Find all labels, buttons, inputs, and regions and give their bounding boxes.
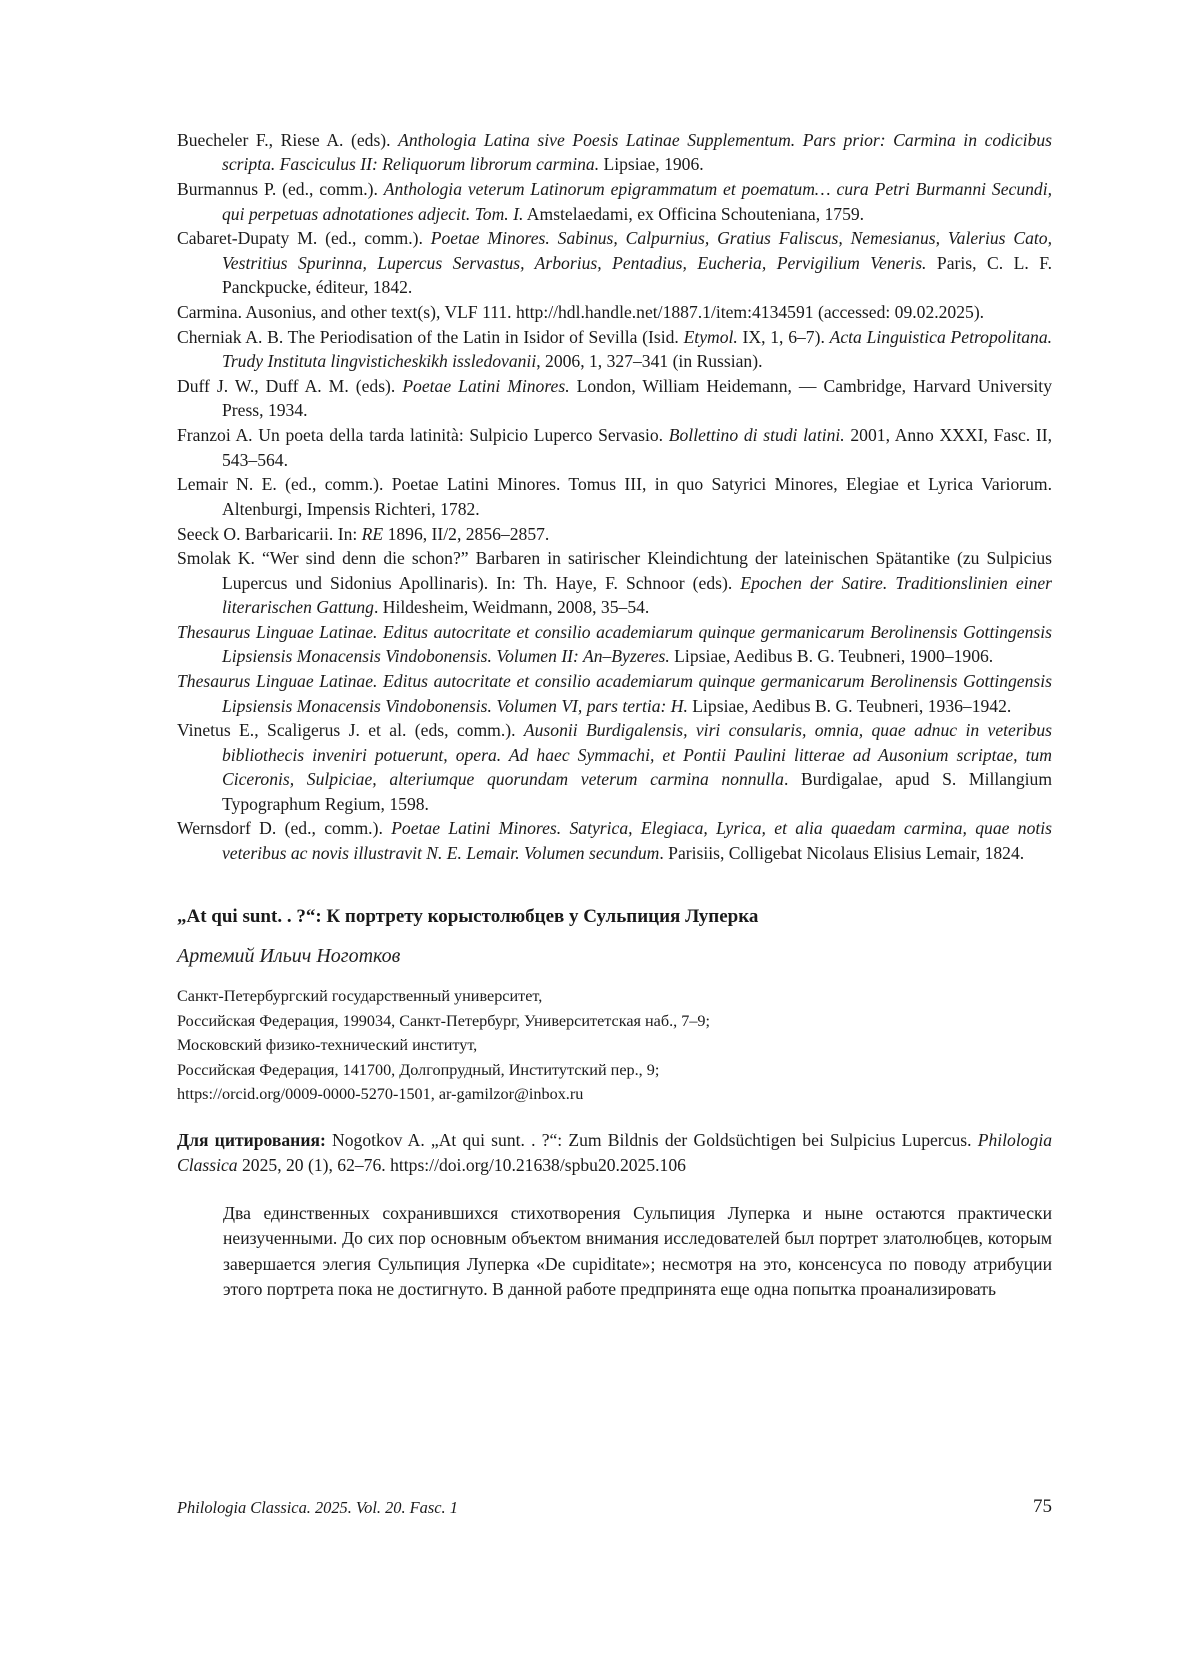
reference-italic-text: Anthologia Latina sive Poesis Latinae Supplementum. Pars prior: Carmina in codicibus scripta. Fasciculus II: Reliquorum librorum carmina. bbox=[222, 130, 1052, 175]
reference-entry bbox=[177, 300, 1052, 324]
footer-journal: Philologia Classica. 2025. Vol. 20. Fasc. 1 bbox=[177, 1498, 458, 1517]
reference-italic-text: Etymol. bbox=[683, 326, 738, 347]
reference-text: Carmina. Ausonius, and other text(s), VLF 111. http://hdl.handle.net/1887.1/item:4134591 (accessed: 09.02.2025). bbox=[177, 302, 985, 323]
reference-text: Duff J. W., Duff A. M. (eds). bbox=[177, 376, 403, 397]
page-body bbox=[177, 128, 1052, 1303]
reference-entry bbox=[177, 620, 1052, 669]
reference-italic-text: Epochen der Satire. Traditionslinien einer literarischen Gattung bbox=[222, 572, 1052, 618]
reference-text: Wernsdorf D. (ed., comm.). bbox=[177, 818, 392, 839]
affiliation-line: Российская Федерация, 141700, Долгопрудный, Институтский пер., 9; bbox=[177, 1060, 660, 1079]
citation-block bbox=[177, 1128, 1052, 1178]
page-number: 75 bbox=[1033, 1496, 1052, 1517]
affiliation-line: Московский физико-технический институт, bbox=[177, 1036, 478, 1055]
reference-italic-text: Thesaurus Linguae Latinae. Editus autocritate et consilio academiarum quinque germanicarum Berolinensis Gottingensis Lipsiensis Monacensis Vindobonensis. Volumen VI, pars tertia: H. bbox=[177, 671, 1052, 716]
reference-text: Cabaret-Dupaty M. (ed., comm.). bbox=[177, 228, 431, 249]
reference-entry bbox=[177, 325, 1052, 374]
citation-journal: Philologia Classica bbox=[177, 1129, 1053, 1175]
affiliation-block bbox=[177, 984, 1052, 1107]
reference-text: Vinetus E., Scaligerus J. et al. (eds, comm.). bbox=[177, 720, 524, 741]
reference-entry bbox=[177, 718, 1052, 816]
reference-text: Lipsiae, Aedibus B. G. Teubneri, 1936–1942. bbox=[687, 695, 1012, 716]
reference-entry bbox=[177, 669, 1052, 718]
reference-text: Cherniak A. B. The Periodisation of the Latin in Isidor of Sevilla (Isid. bbox=[177, 326, 684, 347]
reference-entry bbox=[177, 423, 1052, 472]
reference-list bbox=[177, 128, 1052, 865]
reference-text: Amstelaedami, ex Officina Schouteniana, 1759. bbox=[523, 203, 865, 224]
reference-text: Lemair N. E. (ed., comm.). Poetae Latini Minores. Tomus III, in quo Satyrici Minores, Elegiae et Lyrica Variorum. Altenburgi, Impensis Richteri, 1782. bbox=[177, 474, 1052, 519]
citation-details: 2025, 20 (1), 62–76. https://doi.org/10.21638/spbu20.2025.106 bbox=[237, 1154, 686, 1175]
reference-text: Buecheler F., Riese A. (eds). bbox=[177, 130, 399, 150]
abstract-paragraph: Два единственных сохранившихся стихотворения Сульпиция Луперка и ныне остаются практически неизученными. До сих пор основным объектом внимания исследователей был портрет златолюбцев, которым завершается элегия Сульпиция Луперка «De cupiditate»; несмотря на это, консенсуса по поводу атрибуции этого портрета пока не достигнуто. В данной работе предпринята еще одна попытка проанализировать bbox=[223, 1202, 1052, 1300]
reference-text: , 2006, 1, 327–341 (in Russian). bbox=[536, 351, 763, 372]
orcid-email-line: https://orcid.org/0009-0000-5270-1501, ar-gamilzor@inbox.ru bbox=[177, 1085, 584, 1104]
reference-text: Burmannus P. (ed., comm.). bbox=[177, 179, 384, 200]
reference-italic-text: RE bbox=[361, 523, 384, 544]
citation-text: Nogotkov A. „At qui sunt. . ?“: Zum Bildnis der Goldsüchtigen bei Sulpicius Lupercus. bbox=[325, 1129, 978, 1150]
reference-italic-text: Ausonii Burdigalensis, viri consularis, omnia, quae adnuc in veteribus bibliothecis inveniri potuerunt, opera. Ad haec Symmachi, et Pontii Paulini litterae ad Ausonium scriptae, tum Ciceronis, Sulpiciae, alteriumque quorundam veterum carmina nonnulla bbox=[222, 720, 1052, 790]
article-title: „At qui sunt. . ?“: К портрету корыстолюбцев у Сульпиция Луперка bbox=[177, 906, 759, 928]
affiliation-line: Санкт-Петербургский государственный университет, bbox=[177, 987, 543, 1006]
affiliation-line: Российская Федерация, 199034, Санкт-Петербург, Университетская наб., 7–9; bbox=[177, 1011, 711, 1030]
reference-entry bbox=[177, 177, 1052, 226]
reference-text: Smolak K. “Wer sind denn die schon?” Barbaren in satirischer Kleindichtung der lateinischen Spätantike (zu Sulpicius Lupercus und Sidonius Apollinaris). In: Th. Haye, F. Schnoor (eds). bbox=[177, 548, 1052, 593]
reference-text: IX, 1, 6–7). bbox=[737, 326, 830, 347]
reference-text: 1896, II/2, 2856–2857. bbox=[383, 523, 550, 544]
reference-text: . Parisiis, Colligebat Nicolaus Elisius Lemair, 1824. bbox=[659, 842, 1025, 863]
reference-text: London, William Heidemann, — Cambridge, Harvard University Press, 1934. bbox=[222, 376, 1052, 421]
page-footer bbox=[177, 1496, 1052, 1524]
reference-italic-text: Bollettino di studi latini. bbox=[668, 425, 845, 446]
reference-text: Franzoi A. Un poeta della tarda latinità: Sulpicio Luperco Servasio. bbox=[177, 425, 669, 446]
reference-text: . Burdigalae, apud S. Millangium Typographum Regium, 1598. bbox=[222, 769, 1053, 814]
reference-text: . Hildesheim, Weidmann, 2008, 35–54. bbox=[373, 597, 650, 618]
author-name: Артемий Ильич Ноготков bbox=[177, 945, 401, 968]
reference-italic-text: Acta Linguistica Petropolitana. Trudy Instituta lingvisticheskikh issledovanii bbox=[222, 326, 1053, 372]
reference-text: Paris, C. L. F. Panckpucke, éditeur, 1842. bbox=[222, 252, 1052, 298]
reference-italic-text: Thesaurus Linguae Latinae. Editus autocritate et consilio academiarum quinque germanicarum Berolinensis Gottingensis Lipsiensis Monacensis Vindobonensis. Volumen II: An–Byzeres. bbox=[177, 622, 1052, 667]
reference-entry bbox=[177, 128, 1052, 177]
reference-text: Seeck O. Barbaricarii. In: bbox=[177, 523, 362, 544]
reference-entry bbox=[177, 226, 1052, 299]
reference-italic-text: Anthologia veterum Latinorum epigrammatum et poematum… cura Petri Burmanni Secundi, qui perpetuas adnotationes adjecit. Tom. I. bbox=[222, 179, 1052, 224]
reference-entry bbox=[177, 472, 1052, 521]
reference-entry bbox=[177, 546, 1052, 619]
reference-text: Lipsiae, Aedibus B. G. Teubneri, 1900–1906. bbox=[669, 646, 994, 667]
reference-text: Lipsiae, 1906. bbox=[599, 154, 704, 175]
reference-entry bbox=[177, 816, 1052, 865]
citation-label: Для цитирования: bbox=[177, 1129, 326, 1150]
reference-italic-text: Poetae Minores. Sabinus, Calpurnius, Gratius Faliscus, Nemesianus, Valerius Cato, Vestritius Spurinna, Lupercus Servastus, Arborius, Pentadius, Eucheria, Pervigilium Veneris. bbox=[222, 228, 1052, 273]
reference-entry bbox=[177, 374, 1052, 423]
reference-entry bbox=[177, 522, 1052, 546]
reference-italic-text: Poetae Latini Minores. bbox=[402, 376, 570, 397]
reference-text: 2001, Anno XXXI, Fasc. II, 543–564. bbox=[222, 425, 1053, 470]
reference-italic-text: Poetae Latini Minores. Satyrica, Elegiaca, Lyrica, et alia quaedam carmina, quae notis veteribus ac novis illustravit N. E. Lemair. Volumen secundum bbox=[222, 818, 1052, 863]
